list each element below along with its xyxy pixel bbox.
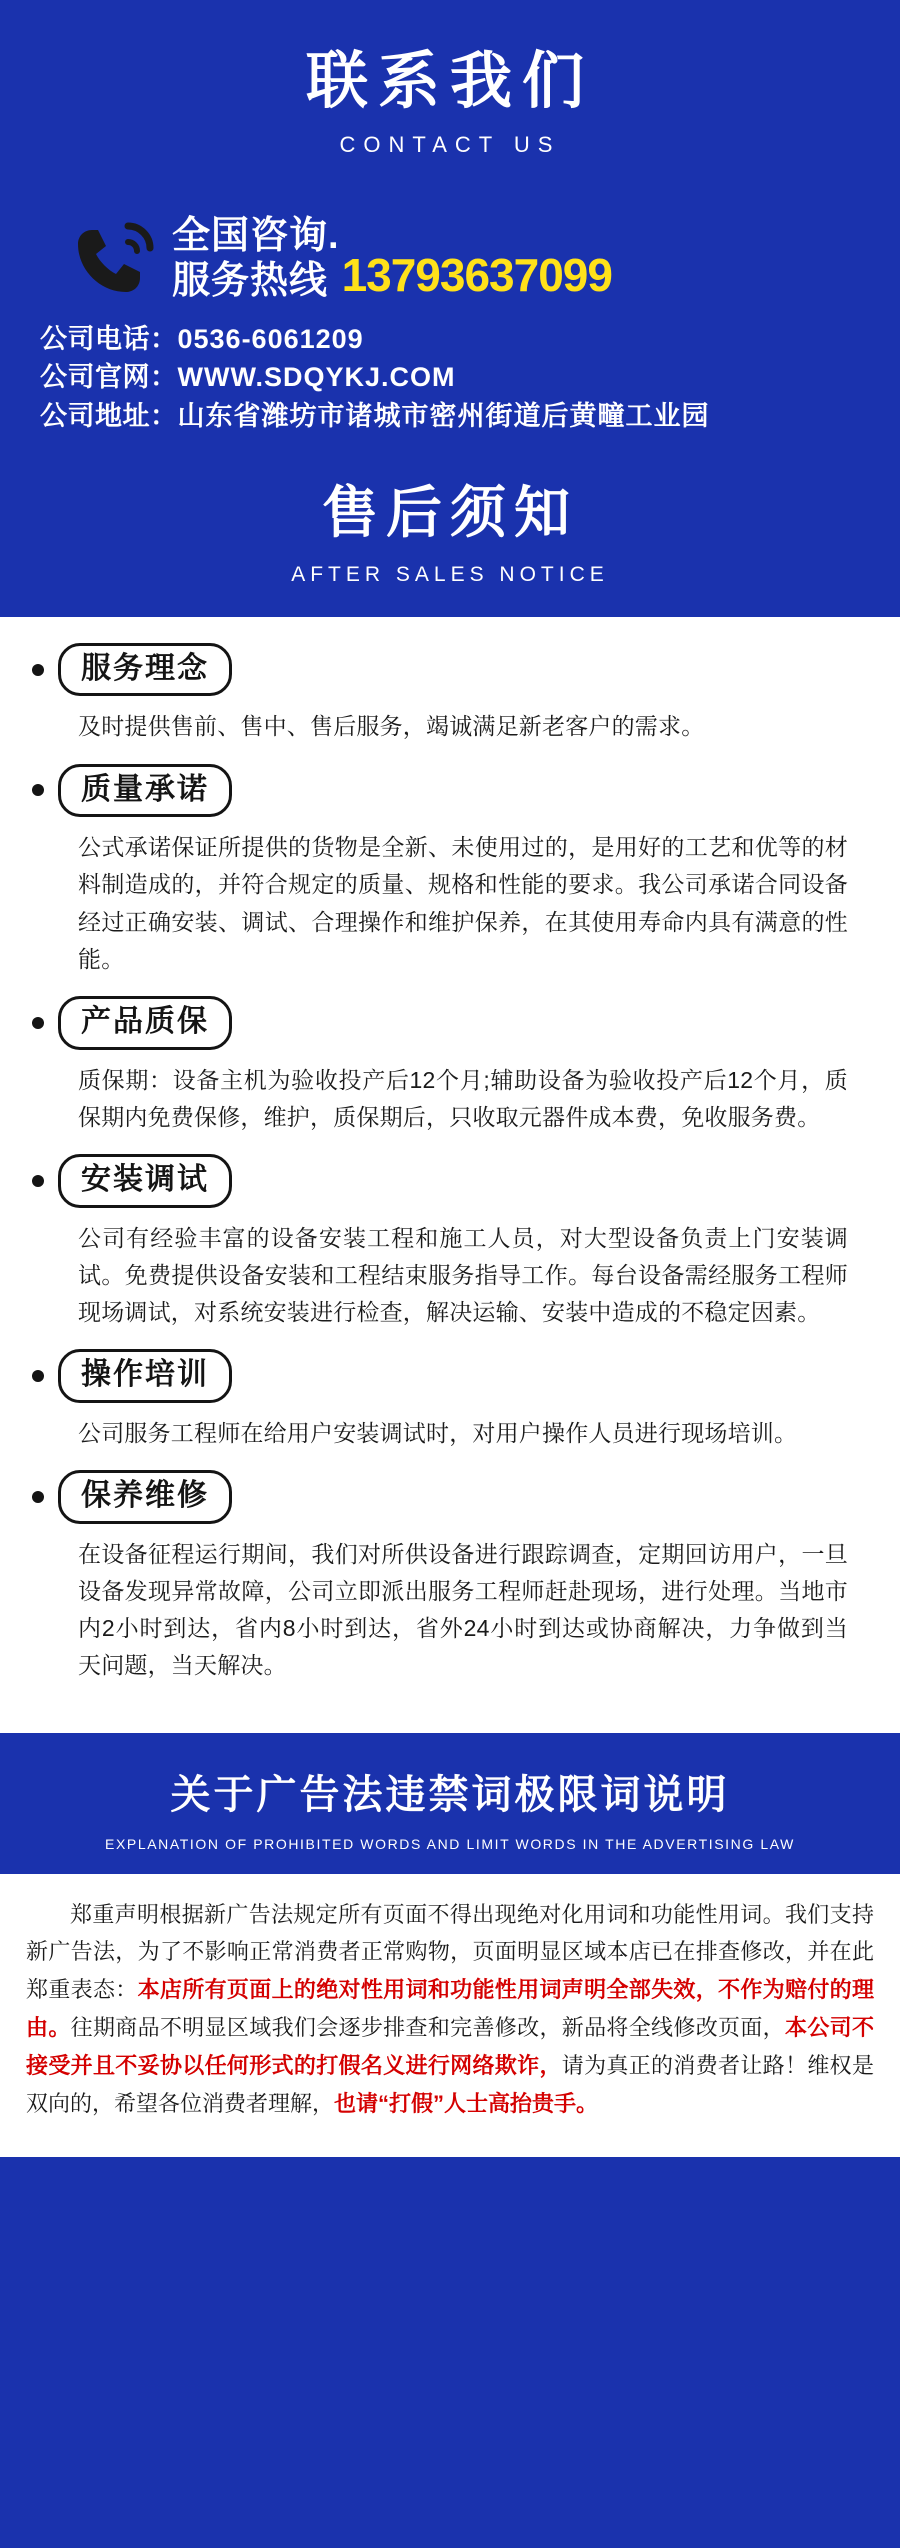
advertising-law-paragraph [26, 1896, 874, 2123]
advertising-law-section [0, 1733, 900, 2157]
notice-item [22, 764, 878, 979]
advertising-law-subtitle: EXPLANATION OF PROHIBITED WORDS AND LIMIT WORDS IN THE ADVERTISING LAW [105, 1835, 795, 1852]
contact-phone-label: 公司电话： [40, 323, 178, 354]
notice-item-text: 及时提供售前、售中、售后服务，竭诚满足新老客户的需求。 [78, 713, 705, 740]
contact-website-value[interactable]: WWW.SDQYKJ.COM [177, 362, 456, 393]
notice-item-heading: 操作培训 [58, 1349, 232, 1403]
notice-item [22, 1349, 878, 1452]
notice-item-head [22, 1470, 878, 1524]
bullet-dot-icon [32, 1370, 44, 1382]
notice-item-head [22, 643, 878, 697]
contact-address-line [40, 397, 860, 435]
notice-item-heading: 安装调试 [58, 1154, 232, 1208]
bullet-dot-icon [32, 1491, 44, 1503]
adlaw-text-2: 往期商品不明显区域我们会逐步排查和完善修改，新品将全线修改页面， [70, 2015, 785, 2041]
contact-website-line [40, 358, 860, 396]
contact-address-label: 公司地址： [40, 400, 178, 431]
notice-item-heading: 服务理念 [58, 643, 232, 697]
notice-item [22, 1470, 878, 1685]
hotline-label-line1: 全国咨询. [172, 215, 340, 258]
phone-icon [70, 216, 162, 302]
adlaw-highlight-1: 本店所有页面上的绝对性用词和功能性用词声明全部失效，不作为赔付的理由。 [26, 1977, 874, 2041]
notice-item-text: 公司服务工程师在给用户安装调试时，对用户操作人员进行现场培训。 [78, 1419, 798, 1446]
notice-item-text: 公司有经验丰富的设备安装工程和施工人员，对大型设备负责上门安装调试。免费提供设备安装和工程结束服务指导工作。每台设备需经服务工程师现场调试，对系统安装进行检查，解决运输、安装中造成的不稳定因素。 [78, 1224, 848, 1326]
notice-item-heading: 产品质保 [58, 996, 232, 1050]
hotline-block [0, 192, 900, 314]
contact-details [0, 314, 900, 435]
notice-item-head [22, 764, 878, 818]
contact-phone-line [40, 320, 860, 358]
contact-phone-value: 0536-6061209 [177, 323, 364, 354]
notice-item-head [22, 1349, 878, 1403]
notice-subtitle: AFTER SALES NOTICE [291, 562, 609, 586]
notice-item [22, 1154, 878, 1331]
adlaw-text-1: 郑重声明根据新广告法规定所有页面不得出现绝对化用词和功能性用词。我们支持新广告法，为了不影响正常消费者正常购物，页面明显区域本店已在排查修改，并在此郑重表态： [26, 1901, 874, 2003]
advertising-law-title: 关于广告法违禁词极限词说明 [170, 1772, 730, 1817]
notice-item [22, 643, 878, 746]
hotline-text [172, 214, 612, 304]
notice-item-text: 质保期：设备主机为验收投产后12个月;辅助设备为验收投产后12个月，质保期内免费保修，维护，质保期后，只收取元器件成本费，免收服务费。 [78, 1066, 848, 1130]
bullet-dot-icon [32, 1017, 44, 1029]
notice-title: 售后须知 [322, 480, 578, 544]
contact-subtitle: CONTACT US [339, 132, 561, 158]
advertising-law-body [0, 1874, 900, 2157]
contact-address-value: 山东省潍坊市诸城市密州街道后黄疃工业园 [177, 400, 710, 431]
notice-header [0, 435, 900, 617]
bullet-dot-icon [32, 1175, 44, 1187]
bullet-dot-icon [32, 784, 44, 796]
notice-item-head [22, 1154, 878, 1208]
adlaw-highlight-3: 也请“打假”人士高抬贵手。 [334, 2090, 599, 2116]
notice-item-heading: 质量承诺 [58, 764, 232, 818]
notice-item-heading: 保养维修 [58, 1470, 232, 1524]
notice-item-head [22, 996, 878, 1050]
notice-item-text: 公式承诺保证所提供的货物是全新、未使用过的，是用好的工艺和优等的材料制造成的，并符合规定的质量、规格和性能的要求。我公司承诺合同设备经过正确安装、调试、合理操作和维护保养，在其使用寿命内具有满意的性能。 [78, 834, 848, 972]
contact-website-label: 公司官网： [40, 362, 178, 393]
adlaw-text-3: 请为真正的消费者让路！维权是双向的，希望各位消费者理解， [26, 2052, 874, 2116]
hotline-number: 13793637099 [341, 248, 612, 301]
bullet-dot-icon [32, 664, 44, 676]
adlaw-highlight-2: 本公司不接受并且不妥协以任何形式的打假名义进行网络欺诈， [26, 2015, 874, 2078]
notice-list [0, 617, 900, 1733]
contact-section [0, 0, 900, 192]
contact-title: 联系我们 [305, 47, 594, 116]
hotline-label-line2: 服务热线 [172, 260, 329, 303]
notice-item-text: 在设备征程运行期间，我们对所供设备进行跟踪调查，定期回访用户，一旦设备发现异常故障，公司立即派出服务工程师赶赴现场，进行处理。当地市内2小时到达，省内8小时到达，省外24小时到达或协商解决，力争做到当天问题，当天解决。 [78, 1540, 848, 1679]
notice-item [22, 996, 878, 1136]
